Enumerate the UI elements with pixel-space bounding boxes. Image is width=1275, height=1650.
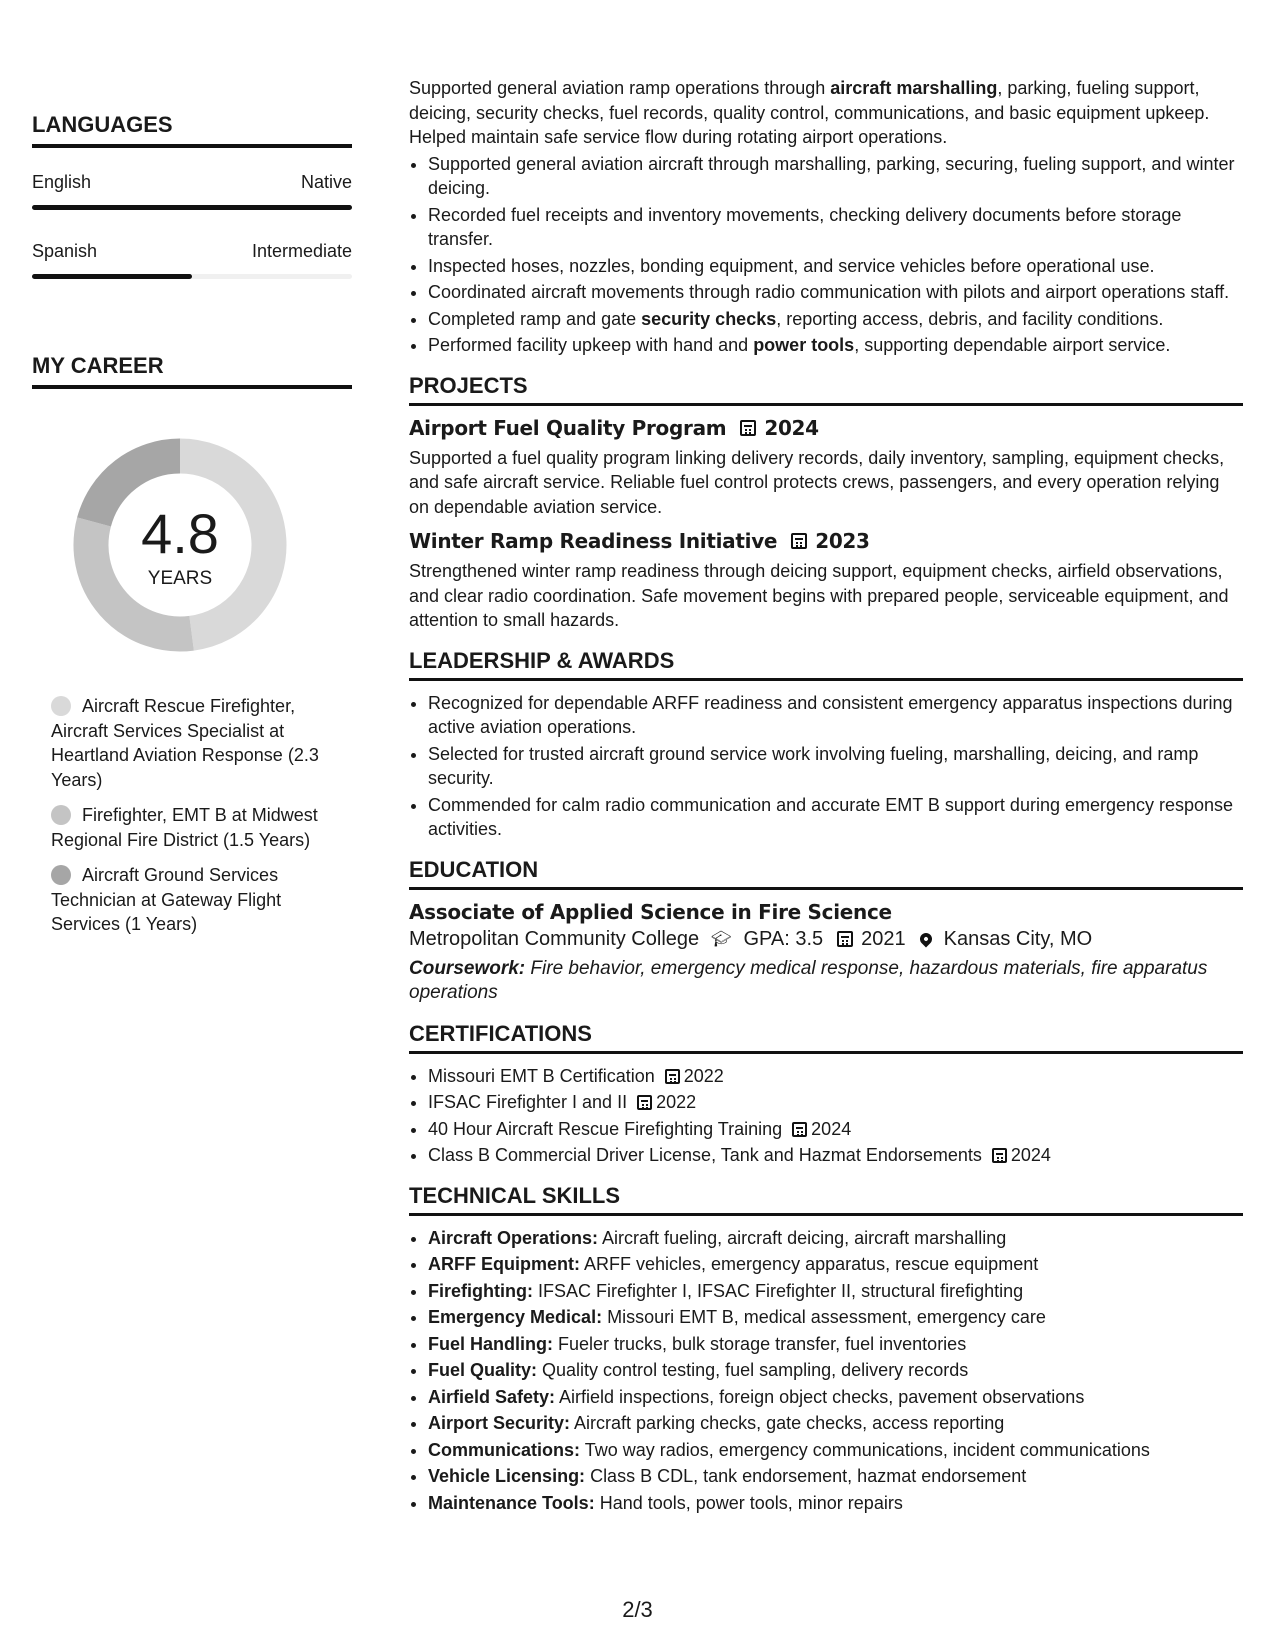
career-item-text: Firefighter, EMT B at Midwest Regional Fire District (1.5 Years): [51, 805, 318, 850]
bullet-text: , supporting dependable airport service.: [854, 335, 1171, 355]
project-name: Airport Fuel Quality Program: [409, 415, 727, 440]
skill-value: Aircraft parking checks, gate checks, access reporting: [570, 1413, 1005, 1433]
skill-label: Vehicle Licensing:: [428, 1466, 586, 1486]
project-description: Strengthened winter ramp readiness through deicing support, equipment checks, airfield observations, and clear radio coordination. Safe movement begins with prepared people, serviceable equipment, and attention to small hazards.: [409, 561, 1229, 630]
skills-heading: TECHNICAL SKILLS: [409, 1183, 1243, 1216]
certifications-heading: CERTIFICATIONS: [409, 1021, 1243, 1054]
certification-item: [428, 1064, 1243, 1089]
leadership-item: • Selected for trusted aircraft ground service work involving fueling, marshalling, deicing, and ramp security.: [428, 742, 1243, 791]
education-location: Kansas City, MO: [943, 927, 1093, 950]
career-item: [51, 863, 321, 937]
skill-item: [428, 1226, 1243, 1251]
career-heading: MY CAREER: [32, 353, 352, 389]
experience-bullet: [428, 307, 1243, 332]
skill-label: Aircraft Operations:: [428, 1227, 599, 1248]
calendar-icon: [637, 1095, 652, 1110]
project-name: Winter Ramp Readiness Initiative: [409, 529, 778, 553]
language-proficiency-fill: [32, 205, 352, 210]
intro-text: , parking, fueling support, deicing, security checks, fuel records, quality control, communications, and basic equipment upkeep. Helped maintain safe service flow during rotating airport operations.: [409, 78, 1210, 147]
career-donut-chart: [67, 432, 293, 658]
skill-item: [428, 1385, 1243, 1410]
skill-label: Maintenance Tools:: [428, 1492, 595, 1513]
certifications-list: [409, 1064, 1243, 1168]
career-legend-dot: [51, 696, 71, 716]
experience-bullet: [428, 333, 1243, 358]
experience-intro: [409, 76, 1243, 150]
education-year: 2021: [861, 927, 906, 950]
career-item-text: Aircraft Rescue Firefighter, Aircraft Services Specialist at Heartland Aviation Response (2.3 Years): [51, 696, 319, 790]
career-legend-dot: [51, 805, 71, 825]
language-level: Intermediate: [251, 241, 352, 261]
skill-item: [428, 1411, 1243, 1436]
career-total-label: YEARS: [147, 568, 213, 589]
skill-item: [428, 1305, 1243, 1330]
calendar-icon: [791, 533, 807, 549]
calendar-icon: [837, 931, 853, 947]
education-school: Metropolitan Community College: [409, 927, 700, 950]
career-donut-segment: [94, 456, 180, 522]
language-proficiency-bar: [32, 274, 352, 279]
certification-name: IFSAC Firefighter I and II: [428, 1092, 628, 1112]
certification-name: Class B Commercial Driver License, Tank and Hazmat Endorsements: [428, 1145, 982, 1165]
project-title: [409, 529, 1243, 553]
main-content: [409, 76, 1243, 1517]
skill-label: Communications:: [428, 1439, 581, 1460]
skill-label: Emergency Medical:: [428, 1307, 603, 1327]
certification-name: Missouri EMT B Certification: [428, 1065, 655, 1086]
calendar-icon: [992, 1148, 1007, 1163]
certification-year: 2022: [656, 1092, 697, 1112]
skill-value: Fueler trucks, bulk storage transfer, fuel inventories: [553, 1333, 967, 1354]
bullet-text: , reporting access, debris, and facility conditions.: [776, 308, 1164, 329]
career-donut-segment: [91, 522, 192, 634]
certification-item: [428, 1143, 1243, 1168]
skill-label: Fuel Quality:: [428, 1360, 538, 1380]
experience-bullet: • Inspected hoses, nozzles, bonding equipment, and service vehicles before operational use.: [428, 254, 1243, 279]
skill-value: IFSAC Firefighter I, IFSAC Firefighter II, structural firefighting: [532, 1280, 1024, 1301]
language-name: English: [32, 172, 92, 192]
calendar-icon: [792, 1122, 807, 1137]
leadership-item: • Commended for calm radio communication and accurate EMT B support during emergency response activities.: [428, 793, 1243, 842]
skill-label: ARFF Equipment:: [428, 1254, 580, 1274]
language-name: Spanish: [32, 241, 98, 261]
experience-bullets: [409, 152, 1243, 358]
skill-label: Firefighting:: [428, 1280, 533, 1301]
career-total-years: 4.8: [141, 502, 219, 565]
bullet-text: Completed ramp and gate: [428, 308, 642, 329]
skill-item: [428, 1252, 1243, 1277]
location-pin-icon: [917, 931, 934, 948]
skill-item: [428, 1464, 1243, 1489]
career-item-text: Aircraft Ground Services Technician at Gateway Flight Services (1 Years): [51, 865, 282, 934]
language-proficiency-fill: [32, 274, 192, 279]
career-legend-dot: [51, 865, 71, 885]
bullet-bold: power tools: [753, 335, 855, 355]
skill-item: [428, 1491, 1243, 1516]
skill-label: Airport Security:: [428, 1413, 571, 1433]
skill-value: Class B CDL, tank endorsement, hazmat endorsement: [585, 1466, 1027, 1486]
skill-item: [428, 1279, 1243, 1304]
certification-name: 40 Hour Aircraft Rescue Firefighting Training: [428, 1118, 783, 1139]
skill-value: Hand tools, power tools, minor repairs: [594, 1492, 903, 1513]
experience-bullet: • Recorded fuel receipts and inventory movements, checking delivery documents before storage transfer.: [428, 203, 1243, 252]
language-level: Native: [300, 172, 352, 192]
calendar-icon: [665, 1069, 680, 1084]
bullet-text: Performed facility upkeep with hand and: [428, 335, 754, 355]
leadership-item: • Recognized for dependable ARFF readiness and consistent emergency apparatus inspections during active aviation operations.: [428, 691, 1243, 740]
certification-item: [428, 1117, 1243, 1142]
education-degree: Associate of Applied Science in Fire Science: [409, 899, 892, 924]
skill-value: Two way radios, emergency communications, incident communications: [580, 1439, 1150, 1460]
certification-year: 2024: [1010, 1145, 1051, 1165]
certification-item: [428, 1090, 1243, 1115]
language-proficiency-bar: [32, 205, 352, 210]
skill-value: Missouri EMT B, medical assessment, emergency care: [602, 1307, 1046, 1327]
intro-text: Supported general aviation ramp operations through: [409, 78, 831, 98]
languages-heading: LANGUAGES: [32, 112, 352, 148]
leadership-list: [409, 691, 1243, 842]
certification-year: 2024: [811, 1118, 852, 1139]
education-gpa: GPA: 3.5: [743, 927, 824, 950]
skill-label: Fuel Handling:: [428, 1333, 553, 1354]
project-description: Supported a fuel quality program linking delivery records, daily inventory, sampling, equipment checks, and safe aircraft service. Reliable fuel control protects crews, passengers, and every operation relying on dependable aviation service.: [409, 447, 1225, 517]
graduation-cap-icon: 🎓︎: [711, 931, 732, 948]
skill-value: Airfield inspections, foreign object checks, pavement observations: [555, 1386, 1085, 1407]
intro-bold: aircraft marshalling: [830, 78, 998, 98]
skill-value: Aircraft fueling, aircraft deicing, aircraft marshalling: [598, 1227, 1007, 1248]
skills-list: [409, 1226, 1243, 1516]
coursework-text: Fire behavior, emergency medical response, hazardous materials, fire apparatus operations: [409, 957, 1208, 1003]
experience-bullet: • Supported general aviation aircraft through marshalling, parking, securing, fueling support, and winter deicing.: [428, 152, 1243, 201]
experience-bullet: • Coordinated aircraft movements through radio communication with pilots and airport operations staff.: [428, 280, 1243, 305]
project-year: 2023: [815, 529, 870, 553]
project-year: 2024: [764, 415, 819, 440]
project-title: [409, 416, 1243, 440]
leadership-heading: LEADERSHIP & AWARDS: [409, 648, 1243, 681]
projects-heading: PROJECTS: [409, 373, 1243, 406]
language-item-spanish: [32, 241, 352, 279]
skill-value: ARFF vehicles, emergency apparatus, rescue equipment: [579, 1254, 1039, 1274]
career-list: [51, 694, 321, 948]
skill-item: [428, 1358, 1243, 1383]
bullet-bold: security checks: [641, 308, 777, 329]
coursework-label: Coursework:: [409, 957, 526, 979]
career-donut-segment: [180, 456, 269, 633]
career-item: [51, 694, 321, 792]
skill-item: [428, 1438, 1243, 1463]
education-details: [409, 928, 1243, 951]
skill-label: Airfield Safety:: [428, 1386, 556, 1407]
language-item-english: [32, 172, 352, 210]
skill-item: [428, 1332, 1243, 1357]
skill-value: Quality control testing, fuel sampling, delivery records: [537, 1360, 969, 1380]
education-coursework: [409, 957, 1243, 1006]
certification-year: 2022: [683, 1065, 724, 1086]
calendar-icon: [740, 420, 756, 436]
page-number: 2/3: [622, 1597, 653, 1622]
career-item: [51, 803, 321, 852]
education-heading: EDUCATION: [409, 857, 1243, 890]
